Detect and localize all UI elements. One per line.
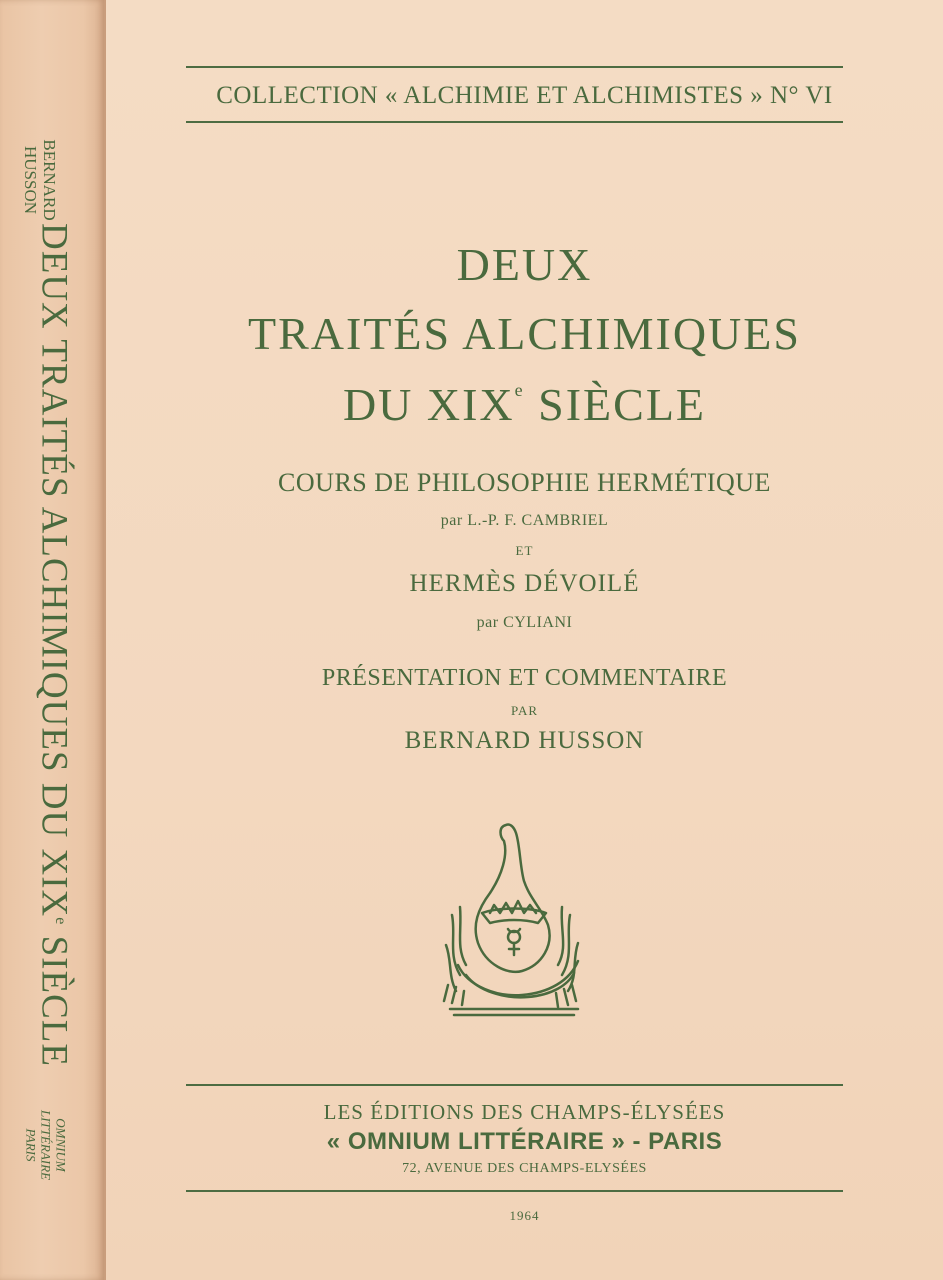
spine-title xyxy=(24,223,84,1067)
spine-publisher-line: OMNIUM xyxy=(53,1118,69,1172)
spine-author xyxy=(22,120,58,240)
title-line-2: TRAITÉS ALCHIMIQUES xyxy=(248,308,801,359)
top-rule-upper xyxy=(186,66,843,68)
spine-title-main: DEUX TRAITÉS ALCHIMIQUES DU XIX xyxy=(33,223,75,918)
editor-name: BERNARD HUSSON xyxy=(404,727,645,754)
title-line-3-main: DU XIX xyxy=(342,379,515,430)
bottom-rule-upper xyxy=(186,1084,843,1086)
top-rule-lower xyxy=(186,121,843,123)
title-line-3 xyxy=(106,378,943,431)
conjunction: ET xyxy=(515,543,534,558)
spine-publisher-line: PARIS xyxy=(23,1128,39,1162)
publication-year: 1964 xyxy=(509,1208,540,1223)
title-line-1: DEUX xyxy=(456,239,593,290)
par-line: PAR xyxy=(510,703,539,718)
spine-publisher-line: LITTÉRAIRE xyxy=(38,1109,54,1181)
work2-author: par CYLIANI xyxy=(476,614,573,631)
front-cover xyxy=(106,0,943,1280)
collection-line: COLLECTION « ALCHIMIE ET ALCHIMISTES » N° VI xyxy=(216,82,833,109)
alchemical-flask-emblem-icon xyxy=(438,815,588,1020)
title-line-3-end: SIÈCLE xyxy=(524,379,707,430)
work1-author: par L.-P. F. CAMBRIEL xyxy=(440,512,609,529)
bottom-rule-lower xyxy=(186,1190,843,1192)
publisher-line-1: LES ÉDITIONS DES CHAMPS-ÉLYSÉES xyxy=(323,1100,726,1124)
work1-title: COURS DE PHILOSOPHIE HERMÉTIQUE xyxy=(278,468,771,497)
publisher-line-2: « OMNIUM LITTÉRAIRE » - PARIS xyxy=(326,1128,723,1155)
spine-title-end: SIÈCLE xyxy=(33,925,75,1067)
presentation-line: PRÉSENTATION ET COMMENTAIRE xyxy=(321,665,728,691)
title-line-3-sup: e xyxy=(514,380,525,400)
publisher-address: 72, AVENUE DES CHAMPS-ELYSÉES xyxy=(402,1161,647,1176)
spine-publisher xyxy=(16,1090,76,1200)
work2-title: HERMÈS DÉVOILÉ xyxy=(409,570,640,597)
spine-author-line: BERNARD xyxy=(40,139,59,221)
spine-author-line: HUSSON xyxy=(21,145,40,215)
book-spine xyxy=(0,0,106,1280)
spine-title-sup: e xyxy=(51,917,69,926)
